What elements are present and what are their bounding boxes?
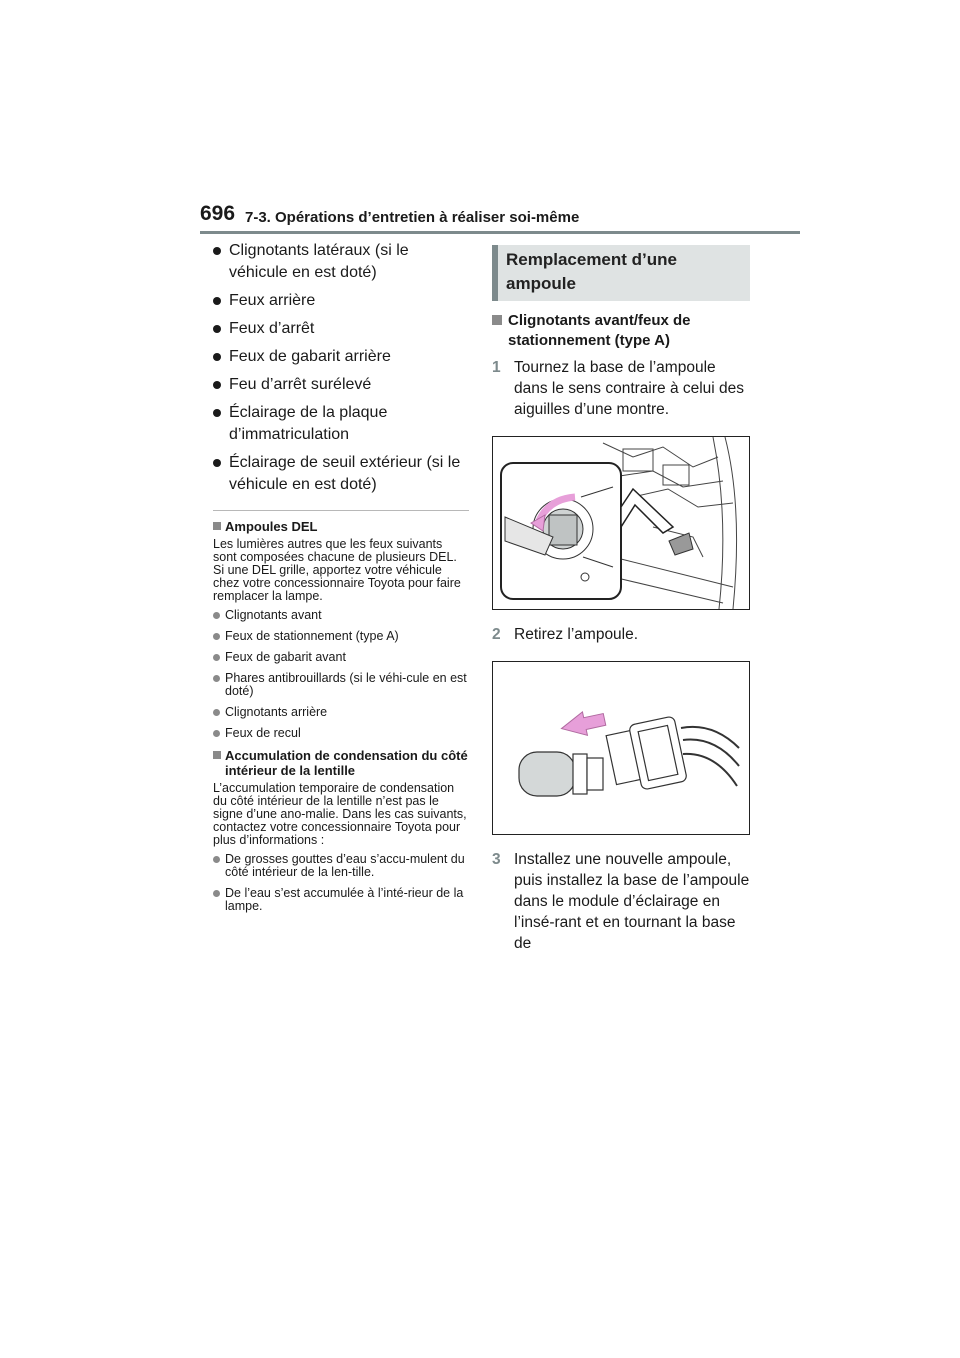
list-item: Feux de recul [213, 727, 469, 740]
bullet-icon [213, 856, 220, 863]
subheading: Clignotants avant/feux de stationnement (type A) [492, 311, 750, 351]
led-text: Les lumières autres que les feux suivants sont composées chacune de plusieurs DEL. Si une DEL grille, apportez votre véhicule chez votre concessionnaire Toyota pour faire remplacer la lampe. [213, 537, 461, 603]
bullet-icon [213, 675, 220, 682]
left-column [213, 240, 469, 921]
bullet-icon [213, 381, 221, 389]
list-item: Feux de stationnement (type A) [213, 630, 469, 643]
bullet-icon [213, 612, 220, 619]
step-1: 1 Tournez la base de l’ampoule dans le sens contraire à celui des aiguilles d’une montre. [492, 359, 745, 418]
section-box [492, 245, 750, 301]
bullet-icon [213, 409, 221, 417]
list-item: Phares antibrouillards (si le véhi-cule en est doté) [213, 672, 469, 698]
list-item: De grosses gouttes d’eau s’accu-mulent du côté intérieur de la len-tille. [213, 853, 469, 879]
figure-remove-bulb [492, 661, 750, 835]
page-header [200, 202, 800, 236]
bullet-icon [213, 353, 221, 361]
figure-turn-base [492, 436, 750, 610]
section-box-title: Remplacement d’une ampoule [506, 250, 677, 293]
list-item: Feux arrière [213, 290, 469, 312]
list-item: Feux d’arrêt [213, 318, 469, 340]
bullet-icon [213, 297, 221, 305]
section-box-bar [492, 245, 498, 301]
square-bullet-icon [213, 751, 221, 759]
divider [213, 510, 469, 511]
step-2: 2 Retirez l’ampoule. [492, 626, 639, 643]
bullet-icon [213, 325, 221, 333]
bullet-icon [213, 633, 220, 640]
list-item: Clignotants latéraux (si le véhicule en est doté) [213, 240, 469, 284]
square-bullet-icon [492, 315, 502, 325]
bullet-icon [213, 890, 220, 897]
list-item: Feu d’arrêt surélevé [213, 374, 469, 396]
bullet-icon [213, 247, 221, 255]
list-item: Éclairage de seuil extérieur (si le véhicule en est doté) [213, 452, 469, 496]
led-list [213, 609, 469, 740]
right-column [492, 245, 750, 960]
condensation-text: L’accumulation temporaire de condensation du côté intérieur de la lentille n’est pas le signe d’une ano-malie. Dans les cas suivants, contactez votre concessionnaire Toyota pour plus d’informations : [213, 781, 467, 847]
header-rule [200, 231, 800, 234]
page-number: 696 [200, 202, 236, 225]
list-item: De l’eau s’est accumulée à l’inté-rieur de la lampe. [213, 887, 469, 913]
list-item: Clignotants arrière [213, 706, 469, 719]
bullet-icon [213, 709, 220, 716]
list-item: Éclairage de la plaque d’immatriculation [213, 402, 469, 446]
step-3: 3 Installez une nouvelle ampoule, puis installez la base de l’ampoule dans le module d’éclairage en l’insé-rant et en tournant la base de [492, 851, 750, 952]
headlamp-illustration [493, 437, 749, 609]
square-bullet-icon [213, 522, 221, 530]
condensation-heading: Accumulation de condensation du côté intérieur de la lentille [213, 748, 469, 778]
bullet-icon [213, 654, 220, 661]
list-item: Feux de gabarit avant [213, 651, 469, 664]
bulb-removal-illustration [493, 662, 749, 834]
bullet-icon [213, 730, 220, 737]
bullet-icon [213, 459, 221, 467]
list-item: Feux de gabarit arrière [213, 346, 469, 368]
list-item: Clignotants avant [213, 609, 469, 622]
condensation-list [213, 853, 469, 913]
led-heading: Ampoules DEL [213, 519, 469, 534]
section-title: 7-3. Opérations d’entretien à réaliser soi-même [245, 209, 580, 226]
bulb-list [213, 240, 469, 496]
